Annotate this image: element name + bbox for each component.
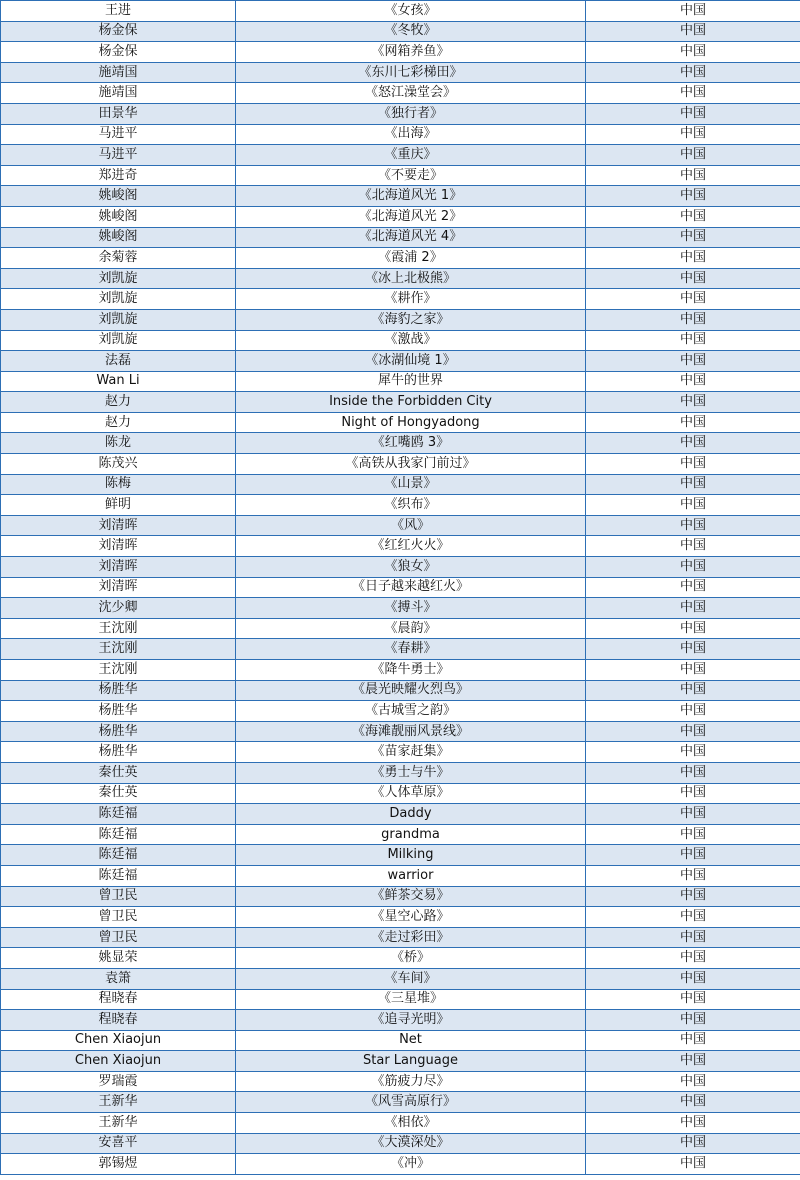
- table-row: [1, 21, 800, 42]
- work-title-cell: 《冲》: [236, 1154, 586, 1175]
- country-cell: 中国: [586, 21, 800, 42]
- photographer-cell: 施靖国: [1, 62, 236, 83]
- table-row: [1, 433, 800, 454]
- country-cell: 中国: [586, 968, 800, 989]
- photographer-cell: 姚峻阁: [1, 227, 236, 248]
- country-cell: 中国: [586, 701, 800, 722]
- table-row: [1, 680, 800, 701]
- work-title-cell: 《冬牧》: [236, 21, 586, 42]
- photographer-cell: 马进平: [1, 145, 236, 166]
- work-title-cell: 《降牛勇士》: [236, 660, 586, 681]
- photographer-cell: 杨胜华: [1, 742, 236, 763]
- table-row: [1, 1, 800, 22]
- country-cell: 中国: [586, 145, 800, 166]
- photographer-cell: 陈廷福: [1, 845, 236, 866]
- work-title-cell: 《北海道风光 2》: [236, 206, 586, 227]
- work-title-cell: 《高铁从我家门前过》: [236, 454, 586, 475]
- work-title-cell: 《怒江澡堂会》: [236, 83, 586, 104]
- country-cell: 中国: [586, 927, 800, 948]
- work-title-cell: Net: [236, 1030, 586, 1051]
- table-row: [1, 907, 800, 928]
- country-cell: 中国: [586, 165, 800, 186]
- photographer-cell: 程晓春: [1, 989, 236, 1010]
- country-cell: 中国: [586, 845, 800, 866]
- country-cell: 中国: [586, 371, 800, 392]
- photographer-cell: 刘凯旋: [1, 289, 236, 310]
- work-title-cell: 《织布》: [236, 495, 586, 516]
- country-cell: 中国: [586, 948, 800, 969]
- country-cell: 中国: [586, 557, 800, 578]
- work-title-cell: 《山景》: [236, 474, 586, 495]
- work-title-cell: Daddy: [236, 804, 586, 825]
- work-title-cell: 《不要走》: [236, 165, 586, 186]
- work-title-cell: grandma: [236, 824, 586, 845]
- table-row: [1, 1071, 800, 1092]
- photographer-cell: Chen Xiaojun: [1, 1030, 236, 1051]
- work-title-cell: 《激战》: [236, 330, 586, 351]
- table-row: [1, 948, 800, 969]
- table-row: [1, 598, 800, 619]
- table-row: [1, 865, 800, 886]
- table-row: [1, 62, 800, 83]
- table-row: [1, 968, 800, 989]
- photographer-cell: 赵力: [1, 412, 236, 433]
- photographer-cell: 陈龙: [1, 433, 236, 454]
- table-row: [1, 124, 800, 145]
- country-cell: 中国: [586, 742, 800, 763]
- country-cell: 中国: [586, 907, 800, 928]
- country-cell: 中国: [586, 824, 800, 845]
- country-cell: 中国: [586, 412, 800, 433]
- country-cell: 中国: [586, 248, 800, 269]
- work-title-cell: 《星空心路》: [236, 907, 586, 928]
- table-row: [1, 824, 800, 845]
- work-title-cell: 犀牛的世界: [236, 371, 586, 392]
- photographer-cell: 陈廷福: [1, 865, 236, 886]
- photographer-cell: 刘清晖: [1, 536, 236, 557]
- photographer-cell: 姚峻阁: [1, 186, 236, 207]
- table-row: [1, 1030, 800, 1051]
- country-cell: 中国: [586, 83, 800, 104]
- work-title-cell: 《三星堆》: [236, 989, 586, 1010]
- country-cell: 中国: [586, 330, 800, 351]
- country-cell: 中国: [586, 1113, 800, 1134]
- photographer-cell: 秦仕英: [1, 783, 236, 804]
- country-cell: 中国: [586, 1071, 800, 1092]
- photographer-cell: 刘凯旋: [1, 268, 236, 289]
- photographer-cell: 安喜平: [1, 1133, 236, 1154]
- country-cell: 中国: [586, 1133, 800, 1154]
- country-cell: 中国: [586, 660, 800, 681]
- country-cell: 中国: [586, 783, 800, 804]
- table-row: [1, 660, 800, 681]
- photographer-cell: 马进平: [1, 124, 236, 145]
- country-cell: 中国: [586, 762, 800, 783]
- table-row: [1, 845, 800, 866]
- table-row: [1, 165, 800, 186]
- table-row: [1, 289, 800, 310]
- photographer-cell: 罗瑞霞: [1, 1071, 236, 1092]
- photographer-cell: 陈廷福: [1, 804, 236, 825]
- work-title-cell: 《风雪高原行》: [236, 1092, 586, 1113]
- work-title-cell: 《追寻光明》: [236, 1010, 586, 1031]
- table-row: [1, 351, 800, 372]
- photographer-cell: 田景华: [1, 103, 236, 124]
- work-title-cell: 《风》: [236, 515, 586, 536]
- photographer-cell: 杨金保: [1, 42, 236, 63]
- photographer-cell: 法磊: [1, 351, 236, 372]
- work-title-cell: 《北海道风光 1》: [236, 186, 586, 207]
- photographer-cell: 杨胜华: [1, 721, 236, 742]
- table-row: [1, 145, 800, 166]
- work-title-cell: 《东川七彩梯田》: [236, 62, 586, 83]
- country-cell: 中国: [586, 989, 800, 1010]
- country-cell: 中国: [586, 62, 800, 83]
- country-cell: 中国: [586, 124, 800, 145]
- photographer-cell: 陈廷福: [1, 824, 236, 845]
- work-title-cell: 《苗家赶集》: [236, 742, 586, 763]
- country-cell: 中国: [586, 577, 800, 598]
- country-cell: 中国: [586, 618, 800, 639]
- country-cell: 中国: [586, 1, 800, 22]
- country-cell: 中国: [586, 515, 800, 536]
- table-row: [1, 248, 800, 269]
- table-row: [1, 989, 800, 1010]
- photographer-cell: 陈梅: [1, 474, 236, 495]
- table-row: [1, 618, 800, 639]
- table-row: [1, 536, 800, 557]
- country-cell: 中国: [586, 804, 800, 825]
- photographer-cell: 刘清晖: [1, 557, 236, 578]
- table-row: [1, 639, 800, 660]
- country-cell: 中国: [586, 721, 800, 742]
- country-cell: 中国: [586, 1051, 800, 1072]
- photographer-cell: 余菊蓉: [1, 248, 236, 269]
- photographer-cell: 秦仕英: [1, 762, 236, 783]
- table-row: [1, 742, 800, 763]
- table-row: [1, 783, 800, 804]
- table-row: [1, 330, 800, 351]
- table-body: [1, 1, 800, 1175]
- photographer-cell: 刘清晖: [1, 515, 236, 536]
- work-title-cell: 《女孩》: [236, 1, 586, 22]
- work-title-cell: 《北海道风光 4》: [236, 227, 586, 248]
- table-row: [1, 454, 800, 475]
- table-row: [1, 1154, 800, 1175]
- table-row: [1, 186, 800, 207]
- work-title-cell: 《出海》: [236, 124, 586, 145]
- photographer-cell: 施靖国: [1, 83, 236, 104]
- work-title-cell: 《车间》: [236, 968, 586, 989]
- table-row: [1, 577, 800, 598]
- photographer-cell: 姚显荣: [1, 948, 236, 969]
- photographer-cell: 刘凯旋: [1, 330, 236, 351]
- work-title-cell: 《古城雪之韵》: [236, 701, 586, 722]
- table-row: [1, 701, 800, 722]
- work-title-cell: warrior: [236, 865, 586, 886]
- table-row: [1, 103, 800, 124]
- work-title-cell: 《海滩靓丽风景线》: [236, 721, 586, 742]
- photographer-cell: 刘凯旋: [1, 309, 236, 330]
- photographer-cell: 陈茂兴: [1, 454, 236, 475]
- table-row: [1, 1010, 800, 1031]
- work-title-cell: 《网箱养鱼》: [236, 42, 586, 63]
- country-cell: 中国: [586, 309, 800, 330]
- table-row: [1, 721, 800, 742]
- work-title-cell: 《人体草原》: [236, 783, 586, 804]
- table-row: [1, 495, 800, 516]
- country-cell: 中国: [586, 474, 800, 495]
- table-row: [1, 309, 800, 330]
- country-cell: 中国: [586, 454, 800, 475]
- work-title-cell: 《春耕》: [236, 639, 586, 660]
- photographer-cell: 王新华: [1, 1092, 236, 1113]
- work-title-cell: 《走过彩田》: [236, 927, 586, 948]
- photographer-cell: 杨胜华: [1, 701, 236, 722]
- photographer-cell: 姚峻阁: [1, 206, 236, 227]
- photographer-cell: 曾卫民: [1, 907, 236, 928]
- photographer-cell: 郑进奇: [1, 165, 236, 186]
- photographer-cell: Chen Xiaojun: [1, 1051, 236, 1072]
- country-cell: 中国: [586, 206, 800, 227]
- country-cell: 中国: [586, 1030, 800, 1051]
- work-title-cell: 《冰上北极熊》: [236, 268, 586, 289]
- work-title-cell: 《冰湖仙境 1》: [236, 351, 586, 372]
- work-title-cell: 《晨光映耀火烈鸟》: [236, 680, 586, 701]
- work-title-cell: 《霞浦 2》: [236, 248, 586, 269]
- work-title-cell: 《桥》: [236, 948, 586, 969]
- table-row: [1, 1133, 800, 1154]
- photographer-cell: 程晓春: [1, 1010, 236, 1031]
- work-title-cell: Night of Hongyadong: [236, 412, 586, 433]
- table-row: [1, 371, 800, 392]
- table-row: [1, 42, 800, 63]
- work-title-cell: 《红红火火》: [236, 536, 586, 557]
- country-cell: 中国: [586, 680, 800, 701]
- photographer-cell: 曾卫民: [1, 886, 236, 907]
- work-title-cell: Star Language: [236, 1051, 586, 1072]
- work-title-cell: 《晨韵》: [236, 618, 586, 639]
- photographer-cell: 杨金保: [1, 21, 236, 42]
- work-title-cell: 《日子越来越红火》: [236, 577, 586, 598]
- work-title-cell: 《筋疲力尽》: [236, 1071, 586, 1092]
- photographer-cell: 郭锡煜: [1, 1154, 236, 1175]
- table-row: [1, 1051, 800, 1072]
- country-cell: 中国: [586, 598, 800, 619]
- work-title-cell: Milking: [236, 845, 586, 866]
- photographer-cell: 王沈刚: [1, 639, 236, 660]
- table-row: [1, 268, 800, 289]
- table-row: [1, 83, 800, 104]
- photographer-cell: 王沈刚: [1, 618, 236, 639]
- table-row: [1, 412, 800, 433]
- work-title-cell: 《鲜茶交易》: [236, 886, 586, 907]
- photographer-cell: 鲜明: [1, 495, 236, 516]
- work-title-cell: Inside the Forbidden City: [236, 392, 586, 413]
- work-title-cell: 《耕作》: [236, 289, 586, 310]
- work-title-cell: 《狼女》: [236, 557, 586, 578]
- table-row: [1, 762, 800, 783]
- country-cell: 中国: [586, 186, 800, 207]
- photographer-cell: 刘清晖: [1, 577, 236, 598]
- country-cell: 中国: [586, 1092, 800, 1113]
- country-cell: 中国: [586, 1010, 800, 1031]
- table-row: [1, 206, 800, 227]
- work-title-cell: 《勇士与牛》: [236, 762, 586, 783]
- country-cell: 中国: [586, 433, 800, 454]
- work-title-cell: 《搏斗》: [236, 598, 586, 619]
- photographer-cell: Wan Li: [1, 371, 236, 392]
- work-title-cell: 《独行者》: [236, 103, 586, 124]
- work-title-cell: 《红嘴鸥 3》: [236, 433, 586, 454]
- country-cell: 中国: [586, 886, 800, 907]
- table-row: [1, 1113, 800, 1134]
- work-title-cell: 《相依》: [236, 1113, 586, 1134]
- photographer-cell: 袁箫: [1, 968, 236, 989]
- country-cell: 中国: [586, 268, 800, 289]
- country-cell: 中国: [586, 227, 800, 248]
- photographer-cell: 赵力: [1, 392, 236, 413]
- table-row: [1, 804, 800, 825]
- country-cell: 中国: [586, 351, 800, 372]
- photographer-cell: 王新华: [1, 1113, 236, 1134]
- work-title-cell: 《海豹之家》: [236, 309, 586, 330]
- table-row: [1, 927, 800, 948]
- country-cell: 中国: [586, 1154, 800, 1175]
- work-title-cell: 《大漠深处》: [236, 1133, 586, 1154]
- photographer-cell: 王进: [1, 1, 236, 22]
- country-cell: 中国: [586, 392, 800, 413]
- table-row: [1, 392, 800, 413]
- table-row: [1, 474, 800, 495]
- table-row: [1, 1092, 800, 1113]
- work-title-cell: 《重庆》: [236, 145, 586, 166]
- photographer-cell: 王沈刚: [1, 660, 236, 681]
- country-cell: 中国: [586, 536, 800, 557]
- country-cell: 中国: [586, 639, 800, 660]
- table-row: [1, 886, 800, 907]
- table-row: [1, 557, 800, 578]
- photographer-cell: 杨胜华: [1, 680, 236, 701]
- photographer-cell: 沈少卿: [1, 598, 236, 619]
- country-cell: 中国: [586, 103, 800, 124]
- country-cell: 中国: [586, 289, 800, 310]
- country-cell: 中国: [586, 42, 800, 63]
- photographer-cell: 曾卫民: [1, 927, 236, 948]
- table-row: [1, 227, 800, 248]
- country-cell: 中国: [586, 865, 800, 886]
- country-cell: 中国: [586, 495, 800, 516]
- table-row: [1, 515, 800, 536]
